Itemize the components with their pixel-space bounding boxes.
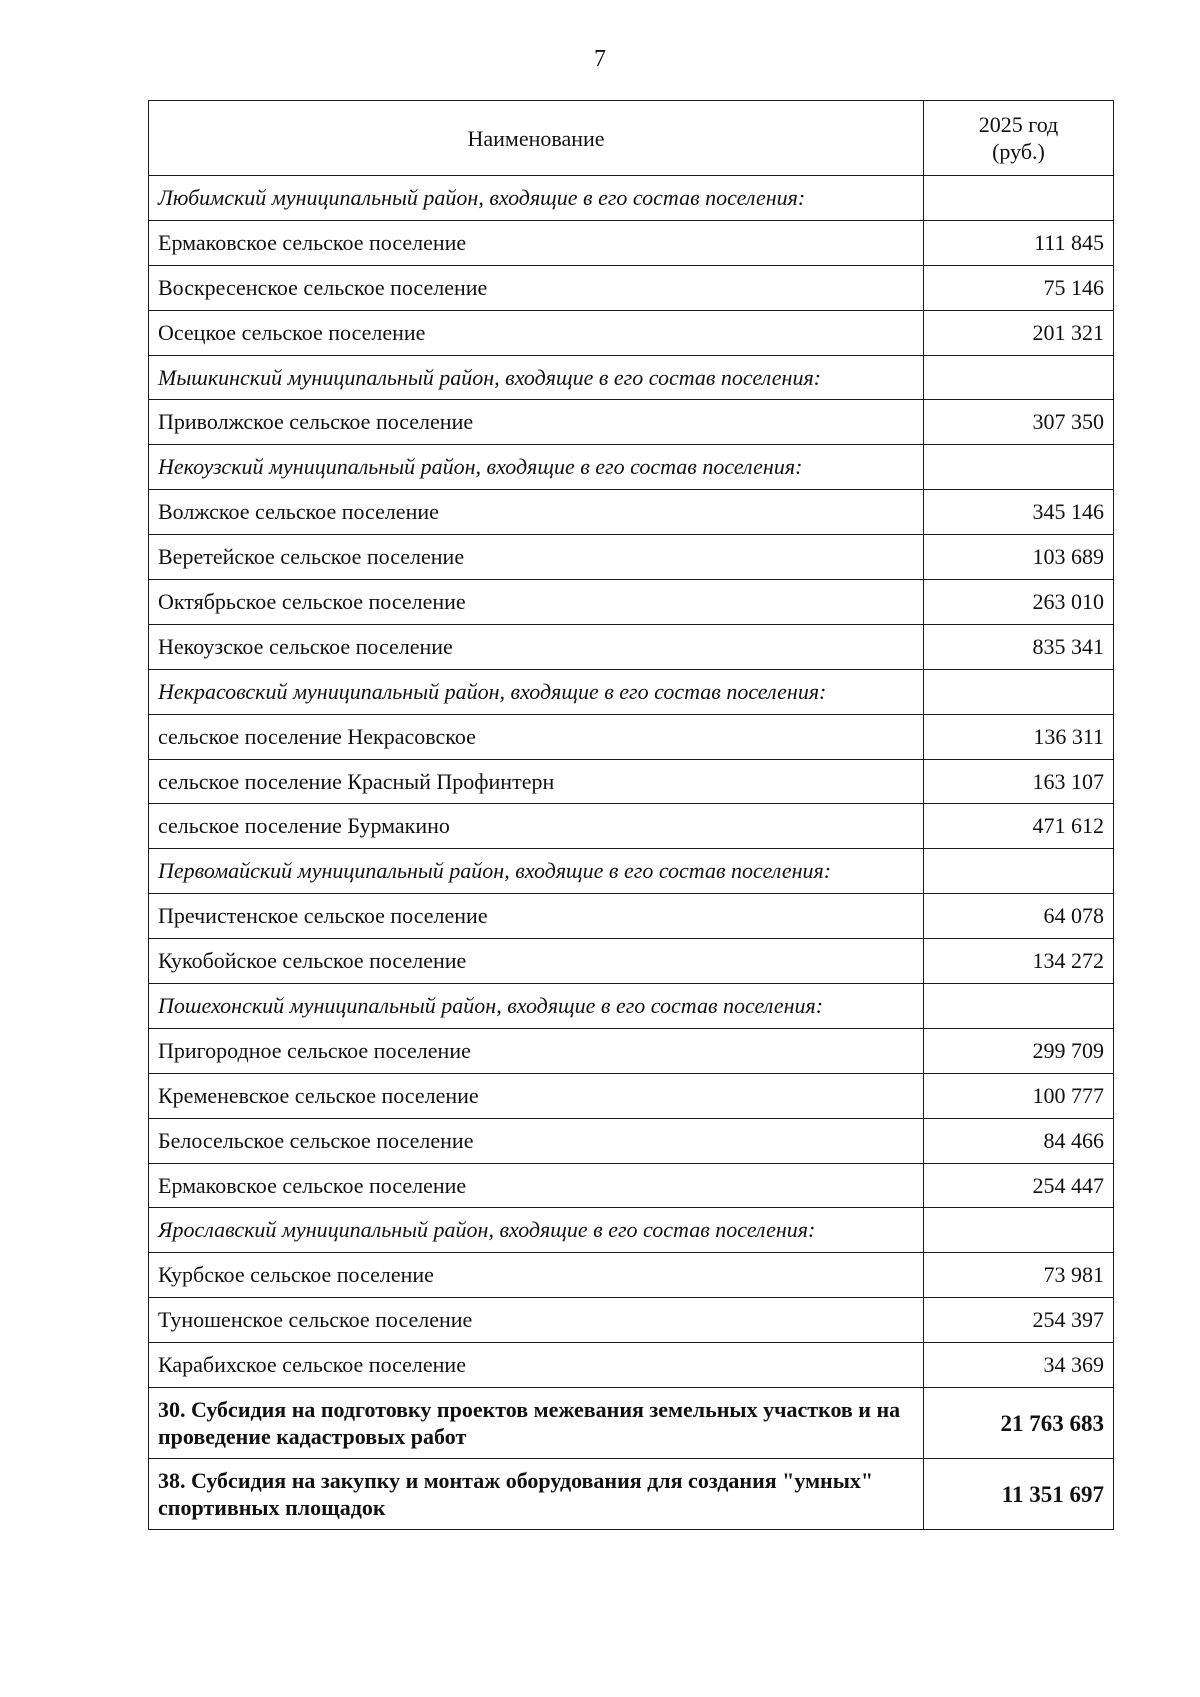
subsidy-total-row	[149, 1459, 1114, 1530]
table-body	[149, 176, 1114, 1530]
district-name: Ярославский муниципальный район, входящие в его состав поселения:	[149, 1208, 924, 1253]
table-row	[149, 624, 1114, 669]
subsidy-amount: 21 763 683	[924, 1388, 1114, 1459]
settlement-name: Кукобойское сельское поселение	[149, 939, 924, 984]
district-name: Мышкинский муниципальный район, входящие в его состав поселения:	[149, 355, 924, 400]
table-row	[149, 759, 1114, 804]
settlement-name: Ермаковское сельское поселение	[149, 1163, 924, 1208]
subsidy-total-row	[149, 1388, 1114, 1459]
table-row	[149, 714, 1114, 759]
amount-cell: 103 689	[924, 535, 1114, 580]
amount-cell	[924, 849, 1114, 894]
subsidy-name: 38. Субсидия на закупку и монтаж оборудования для создания "умных" спортивных площадок	[149, 1459, 924, 1530]
table-row	[149, 804, 1114, 849]
district-row	[149, 849, 1114, 894]
table-row	[149, 580, 1114, 625]
settlement-name: Пригородное сельское поселение	[149, 1028, 924, 1073]
table-row	[149, 1028, 1114, 1073]
table-row	[149, 310, 1114, 355]
amount-cell	[924, 355, 1114, 400]
table-row	[149, 894, 1114, 939]
subsidy-name: 30. Субсидия на подготовку проектов межевания земельных участков и на проведение кадастровых работ	[149, 1388, 924, 1459]
amount-cell: 111 845	[924, 220, 1114, 265]
table-row	[149, 1253, 1114, 1298]
district-row	[149, 669, 1114, 714]
table-row	[149, 220, 1114, 265]
table-row	[149, 1118, 1114, 1163]
settlement-name: Карабихское сельское поселение	[149, 1343, 924, 1388]
settlement-name: Октябрьское сельское поселение	[149, 580, 924, 625]
amount-cell: 136 311	[924, 714, 1114, 759]
settlement-name: Белосельское сельское поселение	[149, 1118, 924, 1163]
table-row	[149, 265, 1114, 310]
amount-cell: 73 981	[924, 1253, 1114, 1298]
settlement-name: Воскресенское сельское поселение	[149, 265, 924, 310]
amount-cell	[924, 984, 1114, 1029]
amount-cell	[924, 176, 1114, 221]
district-row	[149, 176, 1114, 221]
settlement-name: Пречистенское сельское поселение	[149, 894, 924, 939]
amount-cell	[924, 1208, 1114, 1253]
settlement-name: Туношенское сельское поселение	[149, 1298, 924, 1343]
table-row	[149, 400, 1114, 445]
header-year	[924, 101, 1114, 176]
district-name: Некоузский муниципальный район, входящие в его состав поселения:	[149, 445, 924, 490]
amount-cell: 163 107	[924, 759, 1114, 804]
budget-table	[148, 100, 1114, 1530]
subsidy-amount: 11 351 697	[924, 1459, 1114, 1530]
settlement-name: сельское поселение Красный Профинтерн	[149, 759, 924, 804]
settlement-name: Веретейское сельское поселение	[149, 535, 924, 580]
table-row	[149, 1298, 1114, 1343]
amount-cell: 84 466	[924, 1118, 1114, 1163]
amount-cell: 307 350	[924, 400, 1114, 445]
table-row	[149, 939, 1114, 984]
settlement-name: Ермаковское сельское поселение	[149, 220, 924, 265]
amount-cell: 299 709	[924, 1028, 1114, 1073]
district-row	[149, 1208, 1114, 1253]
amount-cell: 471 612	[924, 804, 1114, 849]
amount-cell	[924, 669, 1114, 714]
amount-cell: 134 272	[924, 939, 1114, 984]
table-header-row	[149, 101, 1114, 176]
amount-cell: 254 447	[924, 1163, 1114, 1208]
settlement-name: Волжское сельское поселение	[149, 490, 924, 535]
header-name: Наименование	[149, 101, 924, 176]
amount-cell: 75 146	[924, 265, 1114, 310]
district-name: Некрасовский муниципальный район, входящие в его состав поселения:	[149, 669, 924, 714]
table-row	[149, 535, 1114, 580]
district-row	[149, 984, 1114, 1029]
settlement-name: Кременевское сельское поселение	[149, 1073, 924, 1118]
district-name: Любимский муниципальный район, входящие в его состав поселения:	[149, 176, 924, 221]
settlement-name: Курбское сельское поселение	[149, 1253, 924, 1298]
table-row	[149, 1163, 1114, 1208]
header-year-line1: 2025 год	[978, 112, 1059, 137]
settlement-name: сельское поселение Бурмакино	[149, 804, 924, 849]
settlement-name: сельское поселение Некрасовское	[149, 714, 924, 759]
header-year-line2: (руб.)	[992, 139, 1045, 164]
amount-cell	[924, 445, 1114, 490]
amount-cell: 64 078	[924, 894, 1114, 939]
settlement-name: Осецкое сельское поселение	[149, 310, 924, 355]
district-name: Первомайский муниципальный район, входящие в его состав поселения:	[149, 849, 924, 894]
amount-cell: 254 397	[924, 1298, 1114, 1343]
district-row	[149, 355, 1114, 400]
amount-cell: 835 341	[924, 624, 1114, 669]
table-row	[149, 490, 1114, 535]
amount-cell: 345 146	[924, 490, 1114, 535]
district-name: Пошехонский муниципальный район, входящие в его состав поселения:	[149, 984, 924, 1029]
settlement-name: Некоузское сельское поселение	[149, 624, 924, 669]
amount-cell: 34 369	[924, 1343, 1114, 1388]
amount-cell: 201 321	[924, 310, 1114, 355]
table-row	[149, 1073, 1114, 1118]
page-number: 7	[594, 46, 606, 72]
table-row	[149, 1343, 1114, 1388]
amount-cell: 100 777	[924, 1073, 1114, 1118]
settlement-name: Приволжское сельское поселение	[149, 400, 924, 445]
amount-cell: 263 010	[924, 580, 1114, 625]
district-row	[149, 445, 1114, 490]
